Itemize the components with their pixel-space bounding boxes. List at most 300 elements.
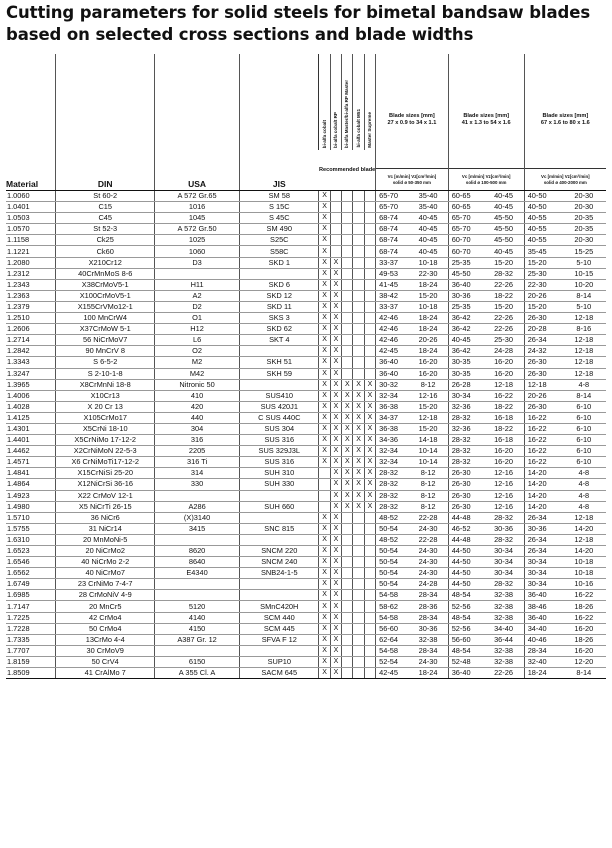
recommended-mark-cell [364, 235, 375, 246]
recommended-mark-cell: X [319, 357, 330, 368]
usa-cell: A2 [155, 290, 240, 301]
usa-cell: 6150 [155, 656, 240, 667]
recommended-mark-cell: X [342, 412, 353, 423]
blade-size-header-1 [376, 54, 449, 169]
recommended-mark-cell [353, 202, 364, 213]
vc-value-cell: 15-20 [524, 257, 561, 268]
usa-cell [155, 579, 240, 590]
recommended-mark-cell [353, 235, 364, 246]
recommended-mark-cell [319, 468, 330, 479]
recommended-mark-cell: X [330, 324, 341, 335]
vz-value-cell: 34-40 [483, 623, 524, 634]
usa-cell: (X)3140 [155, 512, 240, 523]
recommended-mark-cell: X [364, 468, 375, 479]
material-cell: 1.5755 [6, 523, 56, 534]
recommended-mark-cell: X [319, 512, 330, 523]
vc-value-cell: 36-40 [524, 612, 561, 623]
recommended-mark-cell: X [364, 423, 375, 434]
jis-cell: SUS 316 [240, 457, 319, 468]
vc-value-cell: 14-20 [524, 479, 561, 490]
col-header-jis: JIS [240, 54, 319, 191]
din-cell: S 2-10-1-8 [56, 368, 155, 379]
din-cell: Ck25 [56, 235, 155, 246]
vc-value-cell: 28-34 [524, 645, 561, 656]
table-row [6, 235, 606, 246]
blade-type-header-4 [353, 54, 364, 150]
table-row [6, 501, 606, 512]
vz-value-cell: 6-10 [562, 401, 606, 412]
vz-value-cell: 18-22 [483, 423, 524, 434]
jis-cell: SUH 310 [240, 468, 319, 479]
table-row [6, 390, 606, 401]
recommended-mark-cell: X [330, 490, 341, 501]
vz-value-cell: 45-50 [483, 213, 524, 224]
vc-value-cell: 42-45 [376, 668, 409, 679]
vc-value-cell: 32-40 [524, 656, 561, 667]
vz-value-cell: 16-20 [562, 645, 606, 656]
table-row [6, 579, 606, 590]
recommended-mark-cell: X [330, 379, 341, 390]
recommended-mark-cell: X [353, 446, 364, 457]
material-cell: 1.3247 [6, 368, 56, 379]
jis-cell: S25C [240, 235, 319, 246]
usa-cell: 1045 [155, 213, 240, 224]
table-row [6, 468, 606, 479]
vc-value-cell: 44-50 [448, 557, 483, 568]
table-row [6, 590, 606, 601]
blade-type-header-5 [364, 54, 375, 150]
vz-value-cell: 8-12 [408, 479, 448, 490]
usa-cell: 8640 [155, 557, 240, 568]
recommended-mark-cell: X [330, 512, 341, 523]
din-cell: X 20 Cr 13 [56, 401, 155, 412]
vc-value-cell: 25-30 [524, 268, 561, 279]
recommended-mark-cell: X [342, 435, 353, 446]
din-cell: 90 MnCrV 8 [56, 346, 155, 357]
din-cell: X37CrMoW 5-1 [56, 324, 155, 335]
jis-cell: SNCM 220 [240, 546, 319, 557]
col-header-material: Material [6, 54, 56, 191]
vc-value-cell: 34-36 [376, 435, 409, 446]
recommended-mark-cell: X [342, 423, 353, 434]
vc-value-cell: 24-32 [524, 346, 561, 357]
din-cell: 36 NiCr6 [56, 512, 155, 523]
recommended-mark-cell: X [364, 435, 375, 446]
din-cell: C15 [56, 202, 155, 213]
recommended-mark-cell [364, 512, 375, 523]
recommended-mark-cell: X [319, 423, 330, 434]
table-row [6, 668, 606, 679]
recommended-mark-cell: X [319, 301, 330, 312]
jis-cell: SFVA F 12 [240, 634, 319, 645]
blade-size-title: Blade sizes [mm] [389, 113, 435, 119]
recommended-mark-cell: X [353, 468, 364, 479]
vz-value-cell: 6-10 [562, 457, 606, 468]
jis-cell: SUH 660 [240, 501, 319, 512]
recommended-mark-cell: X [353, 379, 364, 390]
vz-value-cell: 6-10 [562, 423, 606, 434]
vz-value-cell: 4-8 [562, 490, 606, 501]
table-row [6, 279, 606, 290]
recommended-mark-cell: X [342, 390, 353, 401]
vz-value-cell: 18-26 [562, 601, 606, 612]
usa-cell: 304 [155, 423, 240, 434]
blade-size-dims: 27 x 0.9 to 34 x 1.1 [387, 120, 437, 126]
jis-cell: SNC 815 [240, 523, 319, 534]
material-cell: 1.3965 [6, 379, 56, 390]
vz-value-cell: 10-15 [562, 268, 606, 279]
recommended-mark-cell: X [319, 235, 330, 246]
vz-value-cell: 16-22 [562, 590, 606, 601]
recommended-mark-cell [364, 645, 375, 656]
title-line-1: Cutting parameters for solid steels for bimetal bandsaw blades [6, 3, 591, 22]
material-cell: 1.6523 [6, 546, 56, 557]
blade-size-dims: 41 x 1.3 to 54 x 1.6 [461, 120, 511, 126]
vc-value-cell: 40-46 [524, 634, 561, 645]
vc-value-cell: 60-70 [448, 246, 483, 257]
table-row [6, 368, 606, 379]
usa-cell [155, 534, 240, 545]
material-cell: 1.5710 [6, 512, 56, 523]
vz-value-cell: 24-30 [408, 546, 448, 557]
din-cell: X12NiCrSi 36-16 [56, 479, 155, 490]
recommended-mark-cell [342, 324, 353, 335]
vz-value-cell: 16-20 [483, 457, 524, 468]
vc-value-cell: 36-40 [376, 368, 409, 379]
vc-value-cell: 52-54 [376, 656, 409, 667]
recommended-mark-cell: X [330, 290, 341, 301]
vc-value-cell: 36-42 [448, 324, 483, 335]
vz-value-cell: 28-32 [483, 512, 524, 523]
recommended-mark-cell [364, 290, 375, 301]
vc-value-cell: 41-45 [376, 279, 409, 290]
recommended-mark-cell: X [319, 590, 330, 601]
usa-cell: 316 Ti [155, 457, 240, 468]
din-cell: X2CrNiMoN 22-5-3 [56, 446, 155, 457]
recommended-mark-cell [364, 268, 375, 279]
recommended-mark-cell [353, 213, 364, 224]
recommended-mark-cell [342, 557, 353, 568]
vc-value-cell: 65-70 [376, 202, 409, 213]
vc-value-cell: 30-36 [524, 523, 561, 534]
vc-value-cell: 25-35 [448, 301, 483, 312]
vc-value-cell: 58-62 [376, 601, 409, 612]
recommended-mark-cell: X [319, 534, 330, 545]
jis-cell [240, 268, 319, 279]
recommended-mark-cell [342, 279, 353, 290]
din-cell: 20 MnMoNi-5 [56, 534, 155, 545]
vc-value-cell: 32-36 [448, 423, 483, 434]
recommended-mark-cell [353, 224, 364, 235]
material-cell: 1.7225 [6, 612, 56, 623]
vc-value-cell: 26-30 [524, 401, 561, 412]
recommended-mark-cell: X [342, 379, 353, 390]
material-cell: 1.6310 [6, 534, 56, 545]
recommended-mark-cell [364, 246, 375, 257]
vz-value-cell: 5-10 [562, 301, 606, 312]
jis-cell [240, 512, 319, 523]
recommended-mark-cell: X [330, 468, 341, 479]
jis-cell [240, 534, 319, 545]
vc-value-cell: 52-48 [448, 656, 483, 667]
din-cell: 20 NiCrMo2 [56, 546, 155, 557]
recommended-mark-cell: X [353, 423, 364, 434]
vc-value-cell: 25-35 [448, 257, 483, 268]
recommended-mark-cell [330, 213, 341, 224]
recommended-mark-cell [353, 346, 364, 357]
recommended-mark-cell [364, 601, 375, 612]
vz-value-cell: 40-45 [408, 235, 448, 246]
vz-value-cell: 14-18 [408, 435, 448, 446]
recommended-mark-cell [364, 557, 375, 568]
vc-value-cell: 52-56 [448, 601, 483, 612]
vc-value-cell: 30-36 [448, 290, 483, 301]
vz-value-cell: 32-38 [483, 601, 524, 612]
recommended-mark-cell [353, 668, 364, 679]
jis-cell: SMnC420H [240, 601, 319, 612]
table-row [6, 446, 606, 457]
vc-value-cell: 46-52 [448, 523, 483, 534]
blade-type-label: bi-alfa cobalt [321, 119, 327, 148]
vz-value-cell: 22-28 [408, 512, 448, 523]
vc-value-cell: 26-30 [524, 368, 561, 379]
vc-value-cell: 54-58 [376, 590, 409, 601]
recommended-mark-cell [342, 368, 353, 379]
vz-value-cell: 45-50 [483, 224, 524, 235]
din-cell: X105CrMo17 [56, 412, 155, 423]
recommended-mark-cell: X [342, 501, 353, 512]
material-cell: 1.2606 [6, 324, 56, 335]
recommended-mark-cell [353, 634, 364, 645]
vc-value-cell: 26-34 [524, 512, 561, 523]
jis-cell: SCM 440 [240, 612, 319, 623]
material-cell: 1.6985 [6, 590, 56, 601]
material-cell: 1.8509 [6, 668, 56, 679]
table-row [6, 401, 606, 412]
recommended-mark-cell [342, 568, 353, 579]
vz-value-cell: 6-10 [562, 412, 606, 423]
jis-cell: SUS410 [240, 390, 319, 401]
recommended-mark-cell [353, 523, 364, 534]
recommended-mark-cell: X [319, 313, 330, 324]
material-cell: 1.8159 [6, 656, 56, 667]
vc-value-cell: 28-32 [376, 468, 409, 479]
vz-value-cell: 20-35 [562, 213, 606, 224]
vz-value-cell: 45-50 [483, 235, 524, 246]
recommended-mark-cell: X [330, 368, 341, 379]
jis-cell: S 45C [240, 213, 319, 224]
vz-value-cell: 12-18 [562, 335, 606, 346]
vc-value-cell: 42-46 [376, 324, 409, 335]
vz-value-cell: 18-24 [408, 668, 448, 679]
vz-value-cell: 10-18 [562, 568, 606, 579]
vz-value-cell: 18-24 [408, 313, 448, 324]
vc-value-cell: 56-60 [448, 634, 483, 645]
recommended-mark-cell [353, 324, 364, 335]
vz-value-cell: 40-45 [408, 246, 448, 257]
vc-label: Vc [m/min] [387, 173, 411, 179]
recommended-mark-cell [364, 534, 375, 545]
recommended-mark-cell: X [330, 534, 341, 545]
jis-cell: SUP10 [240, 656, 319, 667]
vz-value-cell: 32-38 [483, 656, 524, 667]
recommended-mark-cell [342, 268, 353, 279]
vc-value-cell: 15-20 [524, 301, 561, 312]
recommended-mark-cell [342, 546, 353, 557]
vc-value-cell: 60-65 [448, 202, 483, 213]
vz-value-cell: 8-12 [408, 379, 448, 390]
vz-value-cell: 28-32 [483, 534, 524, 545]
vc-value-cell: 34-37 [376, 412, 409, 423]
vz-value-cell: 12-18 [562, 357, 606, 368]
vc-value-cell: 16-22 [524, 435, 561, 446]
recommended-mark-cell: X [319, 546, 330, 557]
table-row [6, 202, 606, 213]
vz-value-cell: 28-34 [408, 645, 448, 656]
table-row [6, 656, 606, 667]
blade-size-header-3 [524, 54, 606, 169]
vz-value-cell: 16-20 [483, 357, 524, 368]
vc-value-cell: 14-20 [524, 490, 561, 501]
blade-size-title: Blade sizes [mm] [463, 113, 510, 119]
recommended-mark-cell [364, 612, 375, 623]
recommended-mark-cell: X [342, 490, 353, 501]
recommended-mark-cell: X [330, 313, 341, 324]
usa-cell: H12 [155, 324, 240, 335]
vc-value-cell: 30-35 [448, 357, 483, 368]
vc-value-cell: 38-46 [524, 601, 561, 612]
vz-value-cell: 16-20 [483, 368, 524, 379]
usa-cell: 316 [155, 435, 240, 446]
din-cell: X22 CrMoV 12-1 [56, 490, 155, 501]
recommended-mark-cell [364, 623, 375, 634]
vz-value-cell: 14-20 [562, 546, 606, 557]
vz-value-cell: 12-18 [562, 534, 606, 545]
din-cell: 50 CrMo4 [56, 623, 155, 634]
recommended-mark-cell [353, 512, 364, 523]
vc-value-cell: 44-50 [448, 546, 483, 557]
recommended-mark-cell [330, 202, 341, 213]
recommended-mark-cell [342, 335, 353, 346]
usa-cell [155, 268, 240, 279]
vz-value-cell: 6-10 [562, 435, 606, 446]
usa-cell: 3415 [155, 523, 240, 534]
vz-value-cell: 28-32 [483, 579, 524, 590]
recommended-mark-cell [364, 668, 375, 679]
recommended-mark-cell: X [319, 390, 330, 401]
din-cell: X5 NiCrTi 26-15 [56, 501, 155, 512]
usa-cell: D3 [155, 257, 240, 268]
recommended-mark-cell: X [342, 468, 353, 479]
din-cell: X6 CrNiMoTi17-12-2 [56, 457, 155, 468]
din-cell: X8CrMnNi 18-8 [56, 379, 155, 390]
recommended-mark-cell [319, 501, 330, 512]
usa-cell: L6 [155, 335, 240, 346]
vz-value-cell: 18-24 [408, 324, 448, 335]
recommended-mark-cell [353, 335, 364, 346]
din-cell: 28 CrMoNiV 4-9 [56, 590, 155, 601]
recommended-mark-cell: X [319, 379, 330, 390]
recommended-mark-cell: X [319, 435, 330, 446]
recommended-mark-cell [342, 579, 353, 590]
vc-value-cell: 48-52 [376, 512, 409, 523]
recommended-mark-cell: X [319, 268, 330, 279]
recommended-mark-cell: X [330, 501, 341, 512]
recommended-mark-cell: X [330, 457, 341, 468]
vz-value-cell: 16-22 [562, 612, 606, 623]
vz-value-cell: 4-8 [562, 379, 606, 390]
recommended-mark-cell [364, 202, 375, 213]
recommended-mark-cell: X [319, 191, 330, 202]
recommended-mark-cell: X [364, 401, 375, 412]
recommended-mark-cell: X [364, 379, 375, 390]
jis-cell: SKD 12 [240, 290, 319, 301]
vz-value-cell: 22-26 [483, 668, 524, 679]
vz-value-cell: 12-16 [483, 490, 524, 501]
blade-type-label: bi-alfa cobalt M51 [355, 109, 361, 148]
jis-cell: SACM 645 [240, 668, 319, 679]
recommended-mark-cell: X [330, 479, 341, 490]
vc-value-cell: 48-54 [448, 612, 483, 623]
vc-value-cell: 30-34 [524, 557, 561, 568]
vc-value-cell: 16-22 [524, 457, 561, 468]
recommended-mark-cell: X [342, 479, 353, 490]
jis-cell [240, 579, 319, 590]
vz-value-cell: 12-16 [483, 468, 524, 479]
recommended-mark-cell: X [330, 590, 341, 601]
recommended-mark-cell [342, 346, 353, 357]
table-row [6, 257, 606, 268]
material-cell: 1.3343 [6, 357, 56, 368]
vz-value-cell: 32-38 [408, 634, 448, 645]
vz-value-cell: 28-34 [408, 612, 448, 623]
jis-cell: SUH 330 [240, 479, 319, 490]
vc-value-cell: 48-52 [376, 534, 409, 545]
jis-cell: C SUS 440C [240, 412, 319, 423]
vc-value-cell: 50-54 [376, 546, 409, 557]
vz-value-cell: 30-34 [483, 546, 524, 557]
usa-cell: O2 [155, 346, 240, 357]
recommended-mark-cell [330, 224, 341, 235]
vz-value-cell: 10-14 [408, 457, 448, 468]
recommended-mark-cell: X [353, 457, 364, 468]
vc-value-cell: 28-32 [376, 490, 409, 501]
recommended-mark-cell: X [330, 390, 341, 401]
vc-value-cell: 36-42 [448, 313, 483, 324]
material-cell: 1.0401 [6, 202, 56, 213]
recommended-mark-cell [353, 301, 364, 312]
vz-value-cell: 24-28 [483, 346, 524, 357]
vc-value-cell: 44-48 [448, 512, 483, 523]
usa-cell: A387 Gr. 12 [155, 634, 240, 645]
din-cell: 23 CrNiMo 7-4-7 [56, 579, 155, 590]
usa-cell: A286 [155, 501, 240, 512]
din-cell: S 6-5-2 [56, 357, 155, 368]
blade-size-dims: 67 x 1.6 to 80 x 1.6 [540, 120, 590, 126]
recommended-mark-cell [364, 301, 375, 312]
recommended-mark-cell [342, 202, 353, 213]
din-cell: 41 CrAlMo 7 [56, 668, 155, 679]
vz-value-cell: 12-20 [562, 656, 606, 667]
page-title [6, 2, 606, 46]
din-cell: X5CrNi 18-10 [56, 423, 155, 434]
table-row [6, 224, 606, 235]
vc-value-cell: 40-55 [524, 224, 561, 235]
vc-value-cell: 60-70 [448, 235, 483, 246]
vc-value-cell: 26-30 [448, 479, 483, 490]
table-row [6, 523, 606, 534]
usa-cell: Nitronic 50 [155, 379, 240, 390]
